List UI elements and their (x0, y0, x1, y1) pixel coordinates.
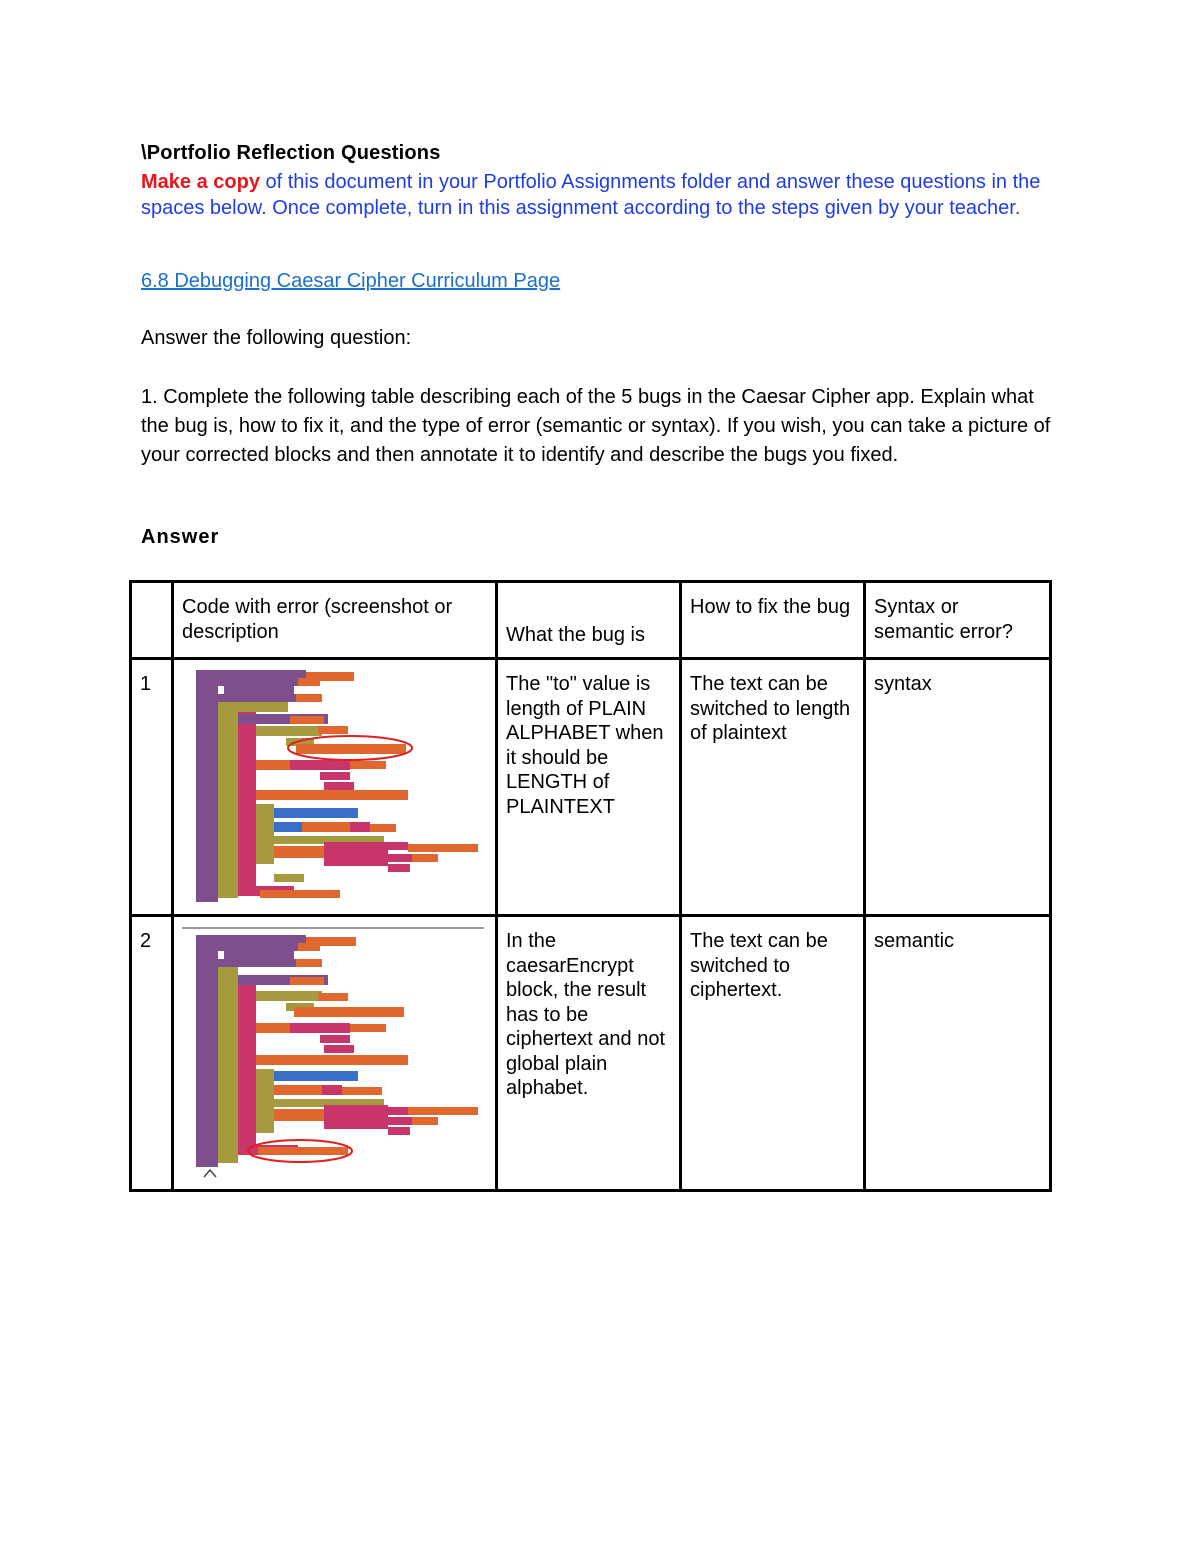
header-what-the-bug-is: What the bug is (497, 582, 681, 659)
row-number: 2 (131, 916, 173, 1191)
table-row (131, 659, 1051, 916)
question-prompt: Answer the following question: (141, 327, 412, 349)
bug-table (129, 580, 1052, 1192)
row-number: 1 (131, 659, 173, 916)
header-code-with-error: Code with error (screenshot or description (173, 582, 497, 659)
question-1-text: 1. Complete the following table describing each of the 5 bugs in the Caesar Cipher app. Explain what the bug is, how to fix it, and the type of error (semantic or syntax). If you wish, you can take a picture of your corrected blocks and then annotate it to identify and describe the bugs you fixed. (141, 386, 1051, 466)
code-screenshot-cell (173, 659, 497, 916)
code-blocks-screenshot-2 (180, 921, 490, 1181)
header-how-to-fix: How to fix the bug (681, 582, 865, 659)
code-blocks-screenshot-1 (180, 664, 480, 904)
bug-description: The "to" value is length of PLAIN ALPHABET when it should be LENGTH of PLAINTEXT (497, 659, 681, 916)
page-title: \Portfolio Reflection Questions (141, 142, 441, 164)
error-type: syntax (865, 659, 1051, 916)
instructions-paragraph (141, 170, 1066, 221)
bug-description: In the caesarEncrypt block, the result has to be ciphertext and not global plain alphabet. (497, 916, 681, 1191)
curriculum-page-link[interactable]: 6.8 Debugging Caesar Cipher Curriculum Page (141, 270, 561, 292)
fix-description: The text can be switched to length of plaintext (681, 659, 865, 916)
header-error-type: Syntax or semantic error? (865, 582, 1051, 659)
error-type: semantic (865, 916, 1051, 1191)
answer-label: Answer (141, 526, 220, 548)
table-header-row (131, 582, 1051, 659)
instructions-text: of this document in your Portfolio Assignments folder and answer these questions in the spaces below. Once complete, turn in this assignment according to the steps given by your teacher. (141, 171, 1041, 219)
code-screenshot-cell (173, 916, 497, 1191)
make-a-copy-highlight: Make a copy (141, 171, 260, 193)
header-number (131, 582, 173, 659)
table-row (131, 916, 1051, 1191)
fix-description: The text can be switched to ciphertext. (681, 916, 865, 1191)
